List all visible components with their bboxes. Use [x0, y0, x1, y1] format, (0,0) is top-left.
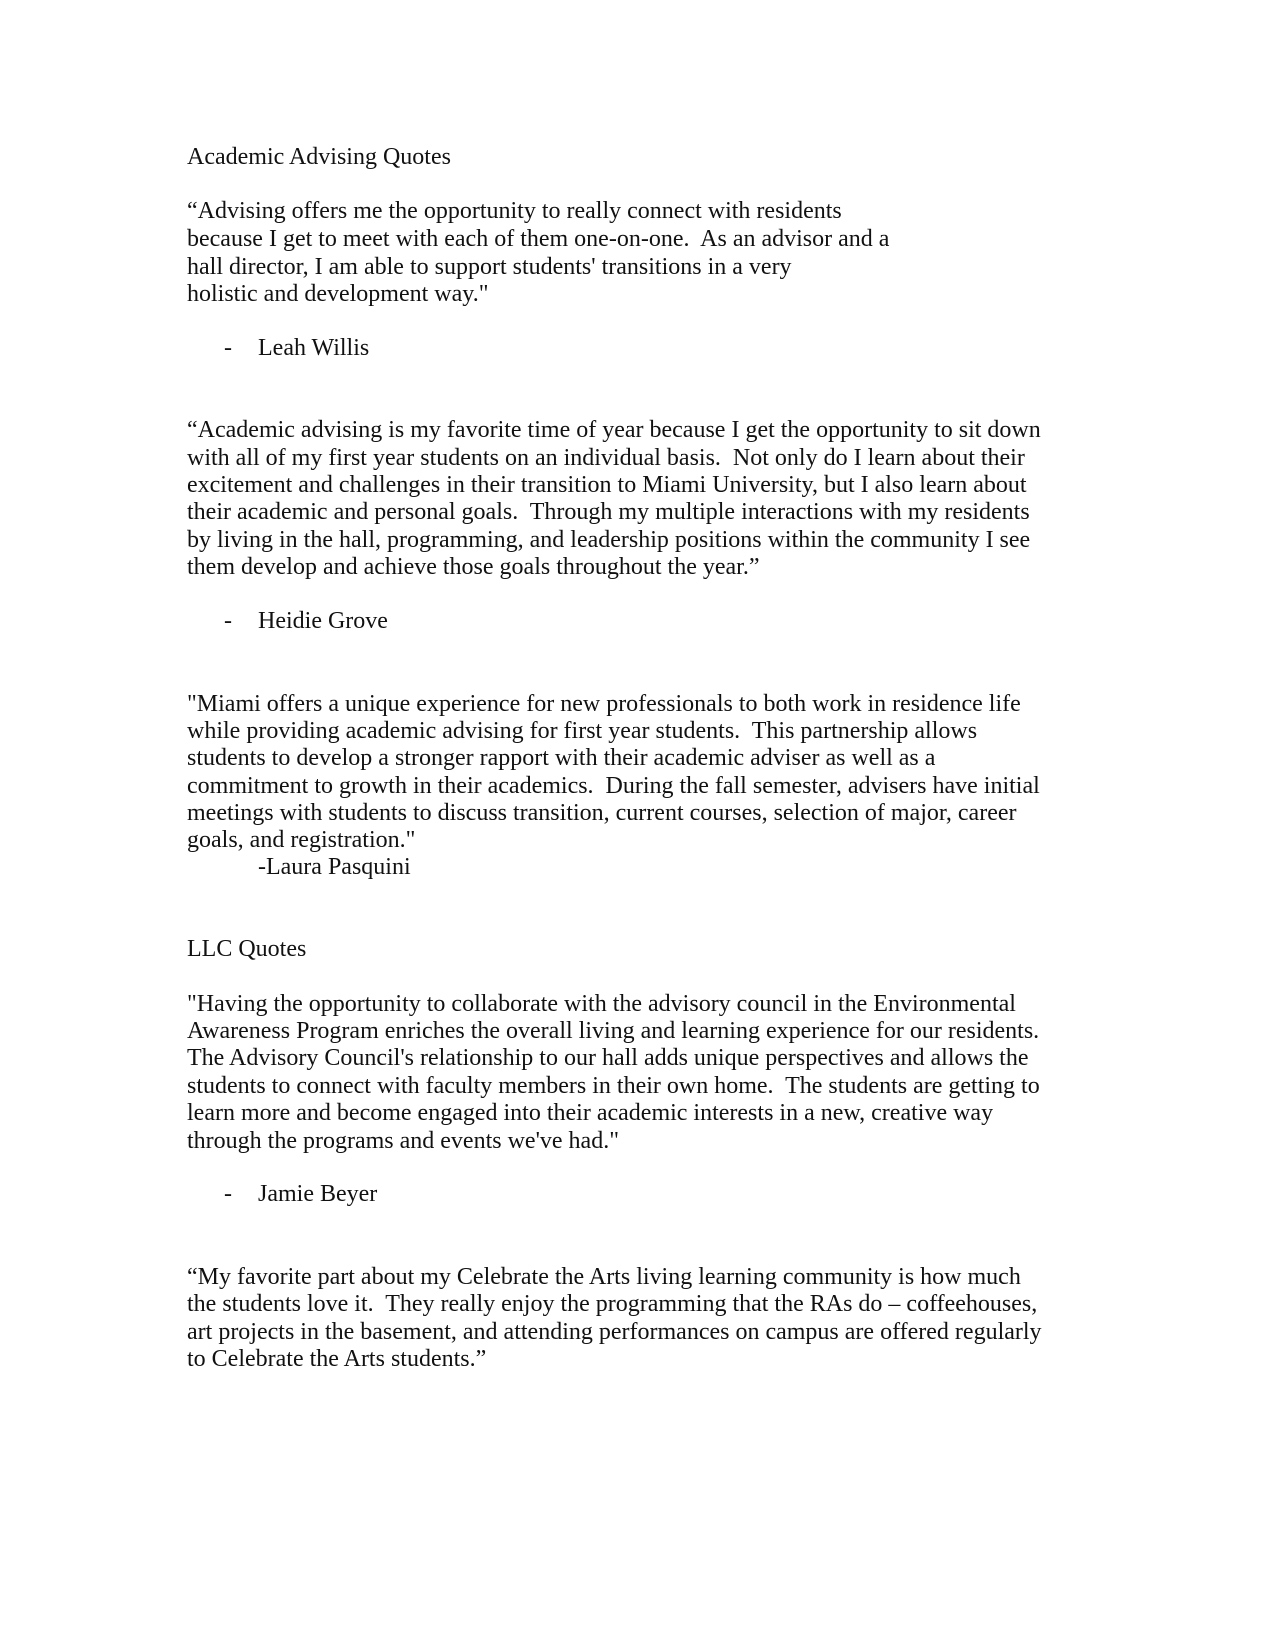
quote-line: hall director, I am able to support students' transitions in a very — [187, 254, 792, 280]
quote-line: holistic and development way." — [187, 281, 489, 307]
quote-line: while providing academic advising for first year students. This partnership allows — [187, 718, 978, 744]
quote-line: "Having the opportunity to collaborate with the advisory council in the Environmental — [187, 991, 1016, 1017]
quote-author: -Laura Pasquini — [258, 854, 411, 880]
quote-line: “My favorite part about my Celebrate the Arts living learning community is how much — [187, 1264, 1021, 1290]
quote-author: Jamie Beyer — [258, 1181, 378, 1207]
quote-line: learn more and become engaged into their academic interests in a new, creative way — [187, 1100, 994, 1126]
quote-line: students to connect with faculty members in their own home. The students are getting to — [187, 1073, 1040, 1099]
quote-line: goals, and registration." — [187, 827, 416, 853]
quote-line: excitement and challenges in their transition to Miami University, but I also learn about — [187, 472, 1027, 498]
quote-line: with all of my first year students on an individual basis. Not only do I learn about their — [187, 445, 1025, 471]
quote-line: commitment to growth in their academics. During the fall semester, advisers have initial — [187, 773, 1040, 799]
quote-author: Heidie Grove — [258, 608, 388, 634]
quote-line: the students love it. They really enjoy the programming that the RAs do – coffeehouses, — [187, 1291, 1038, 1317]
attribution-dash: - — [224, 335, 232, 361]
quote-line: Awareness Program enriches the overall living and learning experience for our residents. — [187, 1018, 1040, 1044]
attribution-dash: - — [224, 608, 232, 634]
quote-line: to Celebrate the Arts students.” — [187, 1346, 487, 1372]
quote-line: art projects in the basement, and attending performances on campus are offered regularly — [187, 1319, 1042, 1345]
quote-line: "Miami offers a unique experience for new professionals to both work in residence life — [187, 691, 1021, 717]
quote-line: their academic and personal goals. Through my multiple interactions with my residents — [187, 499, 1030, 525]
quote-line: The Advisory Council's relationship to our hall adds unique perspectives and allows the — [187, 1045, 1029, 1071]
quote-line: them develop and achieve those goals throughout the year.” — [187, 554, 760, 580]
attribution-dash: - — [224, 1181, 232, 1207]
quote-line: because I get to meet with each of them one-on-one. As an advisor and a — [187, 226, 890, 252]
quote-line: “Academic advising is my favorite time of year because I get the opportunity to sit down — [187, 417, 1041, 443]
quote-line: students to develop a stronger rapport with their academic adviser as well as a — [187, 745, 936, 771]
quote-line: through the programs and events we've had." — [187, 1128, 619, 1154]
section-heading: LLC Quotes — [187, 936, 307, 962]
quote-line: “Advising offers me the opportunity to really connect with residents — [187, 198, 842, 224]
quote-line: by living in the hall, programming, and leadership positions within the community I see — [187, 527, 1031, 553]
section-heading: Academic Advising Quotes — [187, 144, 451, 170]
quote-line: meetings with students to discuss transition, current courses, selection of major, career — [187, 800, 1017, 826]
quote-author: Leah Willis — [258, 335, 370, 361]
